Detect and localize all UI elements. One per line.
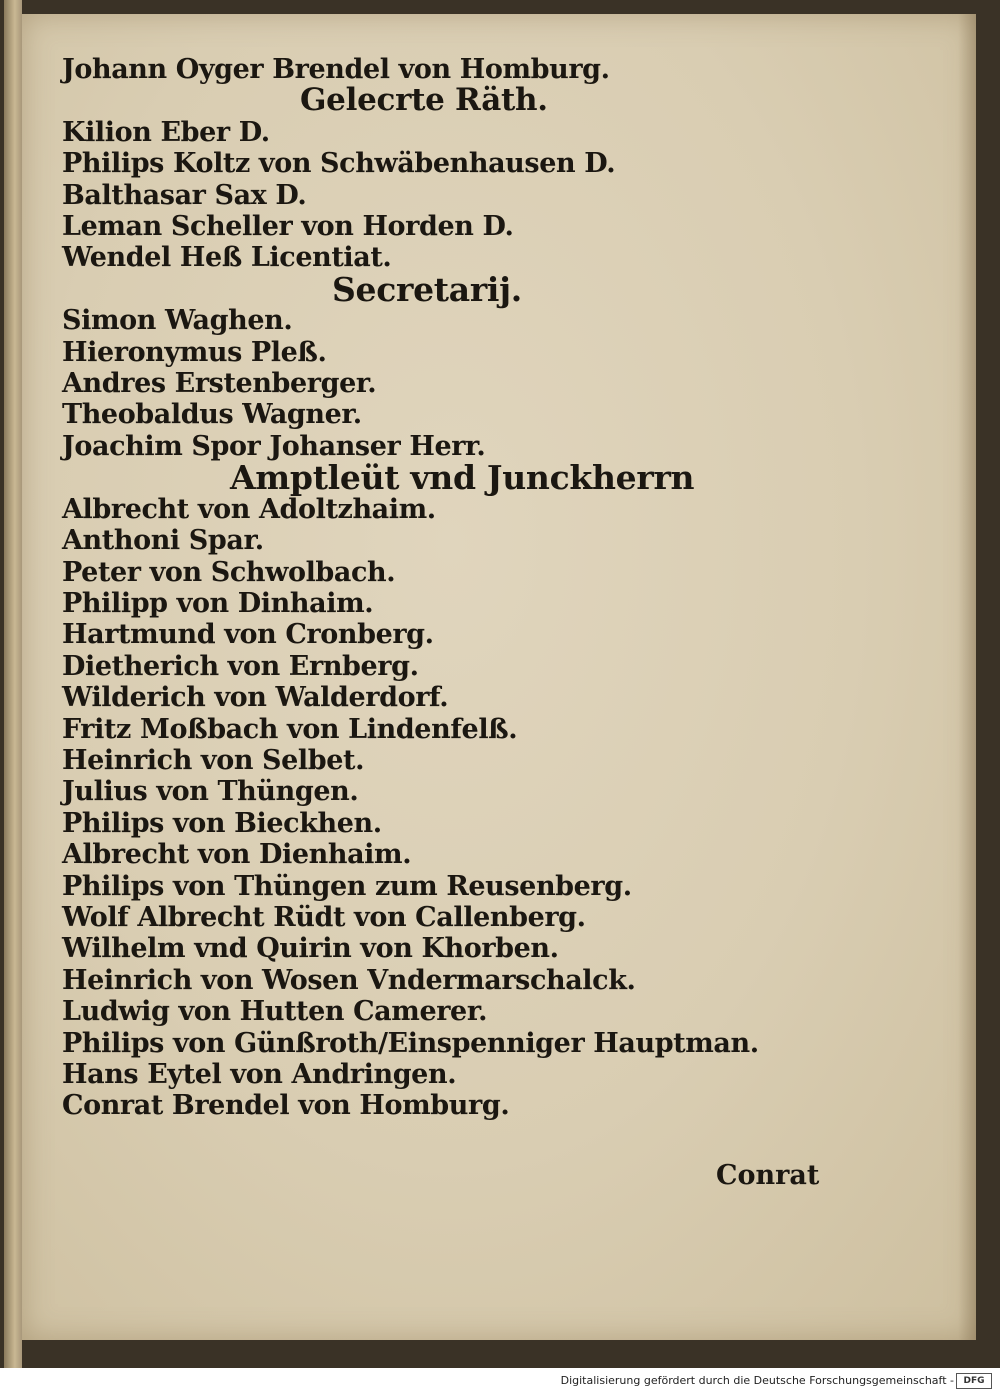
text-line: Wilhelm vnd Quirin von Khorben. [62,933,559,965]
text-line: Ludwig von Hutten Camerer. [62,996,488,1028]
left-page-edge [4,0,22,1368]
text-line: Simon Waghen. [62,305,293,337]
page-text [62,54,942,1122]
text-line: Dietherich von Ernberg. [62,650,419,682]
text-line: Hieronymus Pleß. [62,336,327,368]
text-line: Albrecht von Dienhaim. [62,839,412,871]
catchword: Conrat [716,1160,820,1191]
section-heading-gelehrte-raete: Gelecrte Räth. [300,82,548,119]
text-line: Andres Erstenberger. [62,368,377,400]
text-line: Balthasar Sax D. [62,179,307,211]
text-line: Wolf Albrecht Rüdt von Callenberg. [62,901,586,933]
digitization-footer [0,1368,1000,1393]
text-line: Philips von Thüngen zum Reusenberg. [62,870,632,902]
text-line: Philipp von Dinhaim. [62,587,374,619]
section-heading-secretarii: Secretarij. [332,269,522,309]
text-line: Philips von Günßroth/Einspenniger Hauptman. [62,1027,759,1059]
text-line: Anthoni Spar. [62,525,264,557]
footer-credit: Digitalisierung gefördert durch die Deutsche Forschungsgemeinschaft - [560,1374,954,1387]
text-line: Julius von Thüngen. [62,776,359,808]
text-line: Hans Eytel von Andringen. [62,1059,457,1090]
dfg-logo-icon: DFG [956,1373,992,1389]
text-line: Fritz Moßbach von Lindenfelß. [62,713,518,745]
text-line: Heinrich von Selbet. [62,744,365,776]
text-line: Hartmund von Cronberg. [62,619,434,651]
text-line: Wilderich von Walderdorf. [62,682,449,714]
text-line: Kilion Eber D. [62,116,270,148]
text-line: Joachim Spor Johanser Herr. [62,430,486,462]
text-line: Peter von Schwolbach. [62,556,396,588]
text-line: Theobaldus Wagner. [62,399,362,431]
text-line: Wendel Heß Licentiat. [62,242,392,274]
section-heading-amptleut: Amptleüt vnd Junckherrn [230,458,695,498]
text-line: Leman Scheller von Horden D. [62,211,514,243]
text-line: Conrat Brendel von Homburg. [62,1090,510,1122]
text-line: Philips Koltz von Schwäbenhausen D. [62,148,616,180]
text-line: Philips von Bieckhen. [62,807,382,839]
page-shadow [958,14,976,1340]
book-page [22,14,976,1340]
text-line: Heinrich von Wosen Vndermarschalck. [62,964,636,996]
text-line: Albrecht von Adoltzhaim. [62,493,436,525]
text-line: Johann Oyger Brendel von Homburg. [62,54,610,85]
